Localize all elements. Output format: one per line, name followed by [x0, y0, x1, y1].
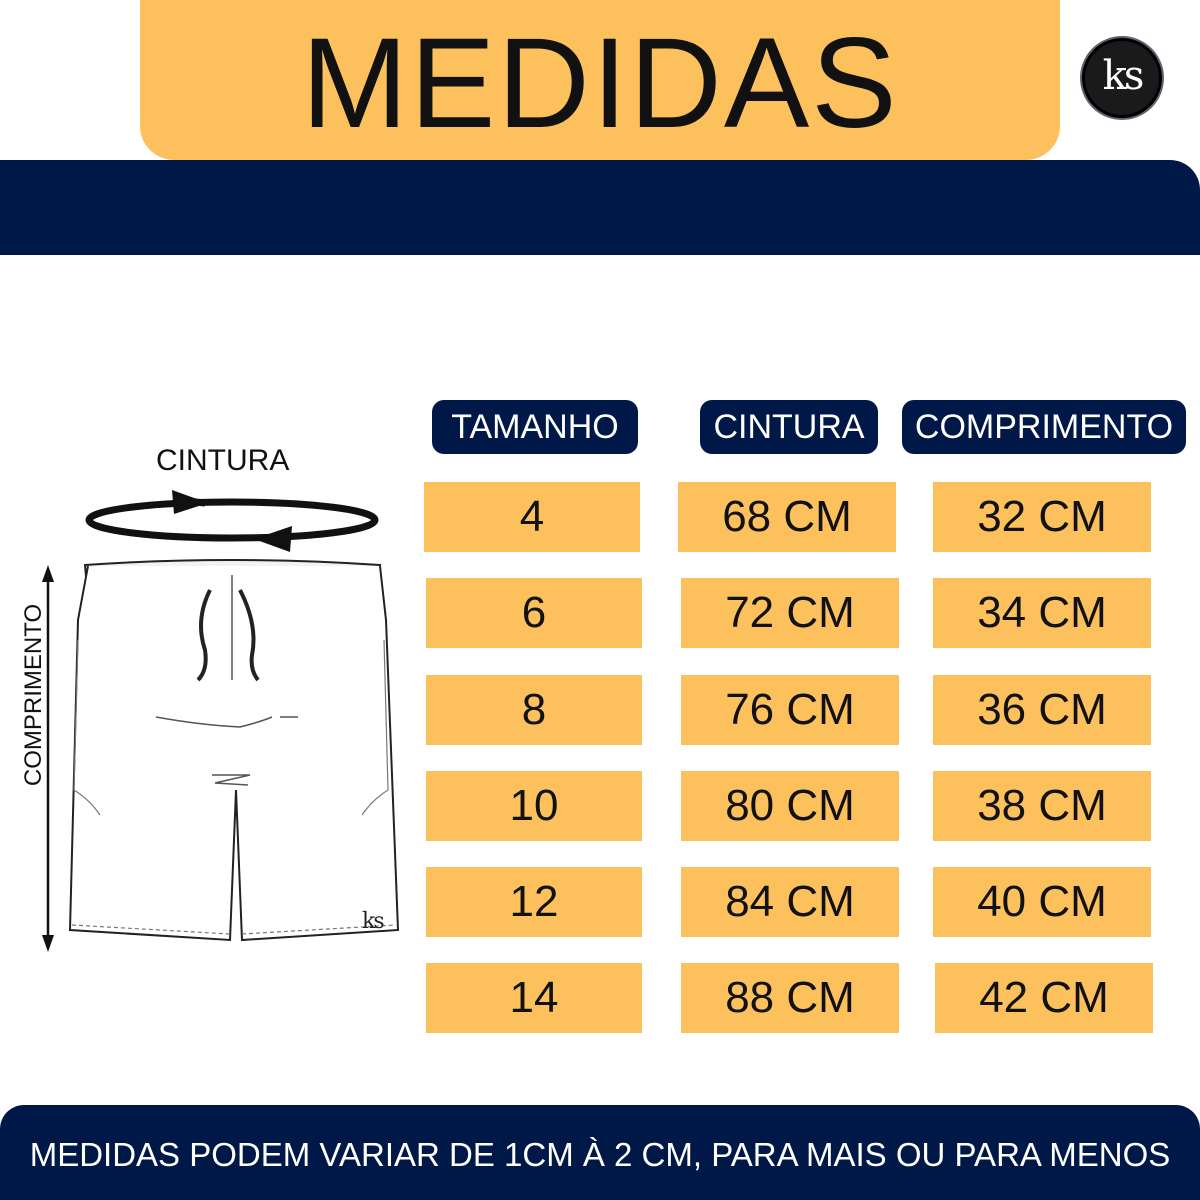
header-band — [0, 160, 1200, 255]
footer-band — [0, 1105, 1200, 1200]
shorts-outline — [70, 560, 398, 940]
logo-text: ks — [1102, 53, 1142, 99]
page-title: MEDIDAS — [301, 12, 899, 155]
length-label: COMPRIMENTO — [20, 603, 47, 787]
cell-waist: 88 CM — [681, 963, 899, 1033]
ks-logo-icon — [1080, 36, 1164, 120]
cell-length: 32 CM — [933, 482, 1151, 552]
shorts-logo-text: ks — [362, 909, 383, 934]
waist-label: CINTURA — [156, 444, 290, 477]
cell-length: 42 CM — [935, 963, 1153, 1033]
cell-waist: 76 CM — [681, 675, 899, 745]
header-waist: CINTURA — [700, 400, 878, 454]
shorts-illustration — [0, 470, 420, 960]
cell-size: 4 — [424, 482, 640, 552]
waist-arrows-icon — [89, 490, 375, 552]
cell-size: 8 — [426, 675, 642, 745]
cell-size: 12 — [426, 867, 642, 937]
length-arrow-icon — [42, 565, 54, 952]
cell-waist: 84 CM — [681, 867, 899, 937]
cell-length: 34 CM — [933, 578, 1151, 648]
cell-length: 38 CM — [933, 771, 1151, 841]
cell-size: 6 — [426, 578, 642, 648]
cell-waist: 72 CM — [681, 578, 899, 648]
header-length: COMPRIMENTO — [902, 400, 1186, 454]
cell-length: 36 CM — [933, 675, 1151, 745]
cell-size: 14 — [426, 963, 642, 1033]
title-banner — [140, 0, 1060, 160]
cell-length: 40 CM — [933, 867, 1151, 937]
cell-waist: 68 CM — [678, 482, 896, 552]
footer-note: MEDIDAS PODEM VARIAR DE 1CM À 2 CM, PARA MAIS OU PARA MENOS — [29, 1135, 1171, 1173]
header-size: TAMANHO — [432, 400, 638, 454]
cell-size: 10 — [426, 771, 642, 841]
cell-waist: 80 CM — [681, 771, 899, 841]
